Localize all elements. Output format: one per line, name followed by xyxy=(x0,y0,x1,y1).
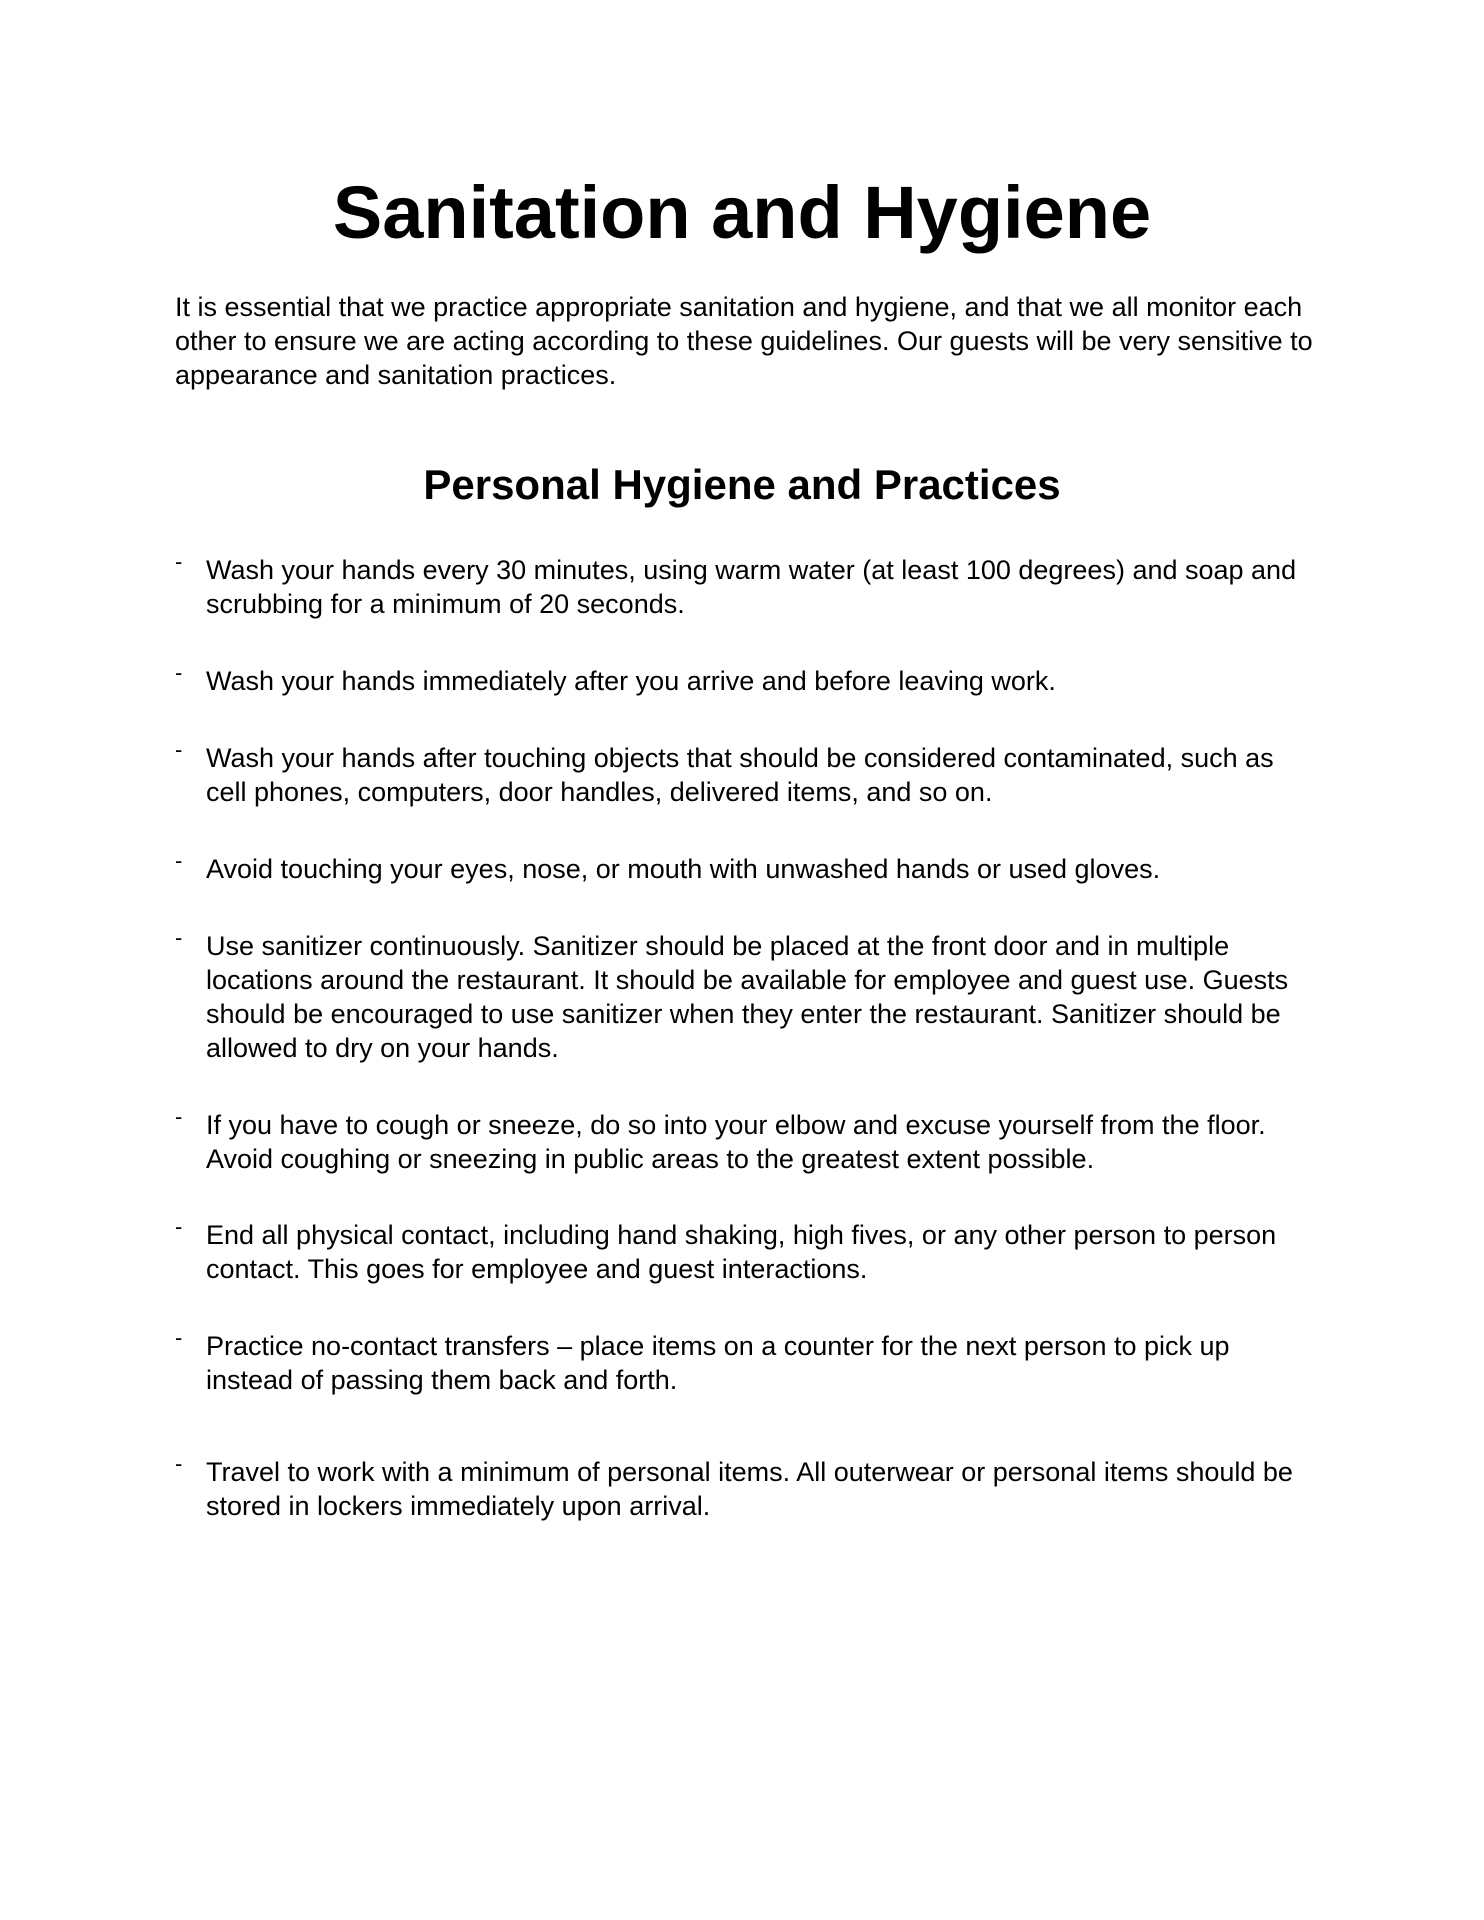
list-item xyxy=(175,1104,1315,1176)
list-item-text: If you have to cough or sneeze, do so into your elbow and excuse yourself from the floor. Avoid coughing or sneezing in public areas to the greatest extent possible. xyxy=(206,1110,1266,1174)
bullet-dash: - xyxy=(175,1451,183,1476)
list-item xyxy=(175,1214,1315,1286)
list-item-text: Wash your hands immediately after you arrive and before leaving work. xyxy=(206,666,1056,696)
bullet-dash: - xyxy=(175,1104,183,1129)
bullet-dash: - xyxy=(175,737,183,762)
intro-paragraph: It is essential that we practice appropriate sanitation and hygiene, and that we all monitor each other to ensure we are acting according to these guidelines. Our guests will be very sensitive to appearance and sanitation practices. xyxy=(175,292,1313,390)
page-title: Sanitation and Hygiene xyxy=(332,171,1152,254)
list-item-text: End all physical contact, including hand shaking, high fives, or any other person to person contact. This goes for employee and guest interactions. xyxy=(206,1220,1277,1284)
bullet-dash: - xyxy=(175,660,183,685)
section-title: Personal Hygiene and Practices xyxy=(423,461,1061,508)
list-item xyxy=(175,848,1315,886)
list-item xyxy=(175,660,1315,698)
list-item xyxy=(175,925,1315,1065)
list-item xyxy=(175,737,1315,809)
list-item xyxy=(175,1325,1315,1397)
bullet-dash: - xyxy=(175,1214,183,1239)
list-item xyxy=(175,549,1315,621)
bullet-dash: - xyxy=(175,925,183,950)
list-item xyxy=(175,1451,1315,1523)
list-item-text: Use sanitizer continuously. Sanitizer should be placed at the front door and in multiple locations around the restaurant. It should be available for employee and guest use. Guests should be encouraged to use sanitizer when they enter the restaurant. Sanitizer should be allowed to dry on your hands. xyxy=(206,931,1289,1063)
list-item-text: Avoid touching your eyes, nose, or mouth with unwashed hands or used gloves. xyxy=(206,854,1161,884)
bullet-dash: - xyxy=(175,1325,183,1350)
bullet-dash: - xyxy=(175,549,183,574)
list-item-text: Wash your hands every 30 minutes, using warm water (at least 100 degrees) and soap and scrubbing for a minimum of 20 seconds. xyxy=(206,555,1297,619)
list-item-text: Travel to work with a minimum of personal items. All outerwear or personal items should be stored in lockers immediately upon arrival. xyxy=(206,1457,1293,1521)
list-item-text: Practice no-contact transfers – place items on a counter for the next person to pick up instead of passing them back and forth. xyxy=(206,1331,1230,1395)
list-item-text: Wash your hands after touching objects that should be considered contaminated, such as cell phones, computers, door handles, delivered items, and so on. xyxy=(206,743,1274,807)
bullet-dash: - xyxy=(175,848,183,873)
